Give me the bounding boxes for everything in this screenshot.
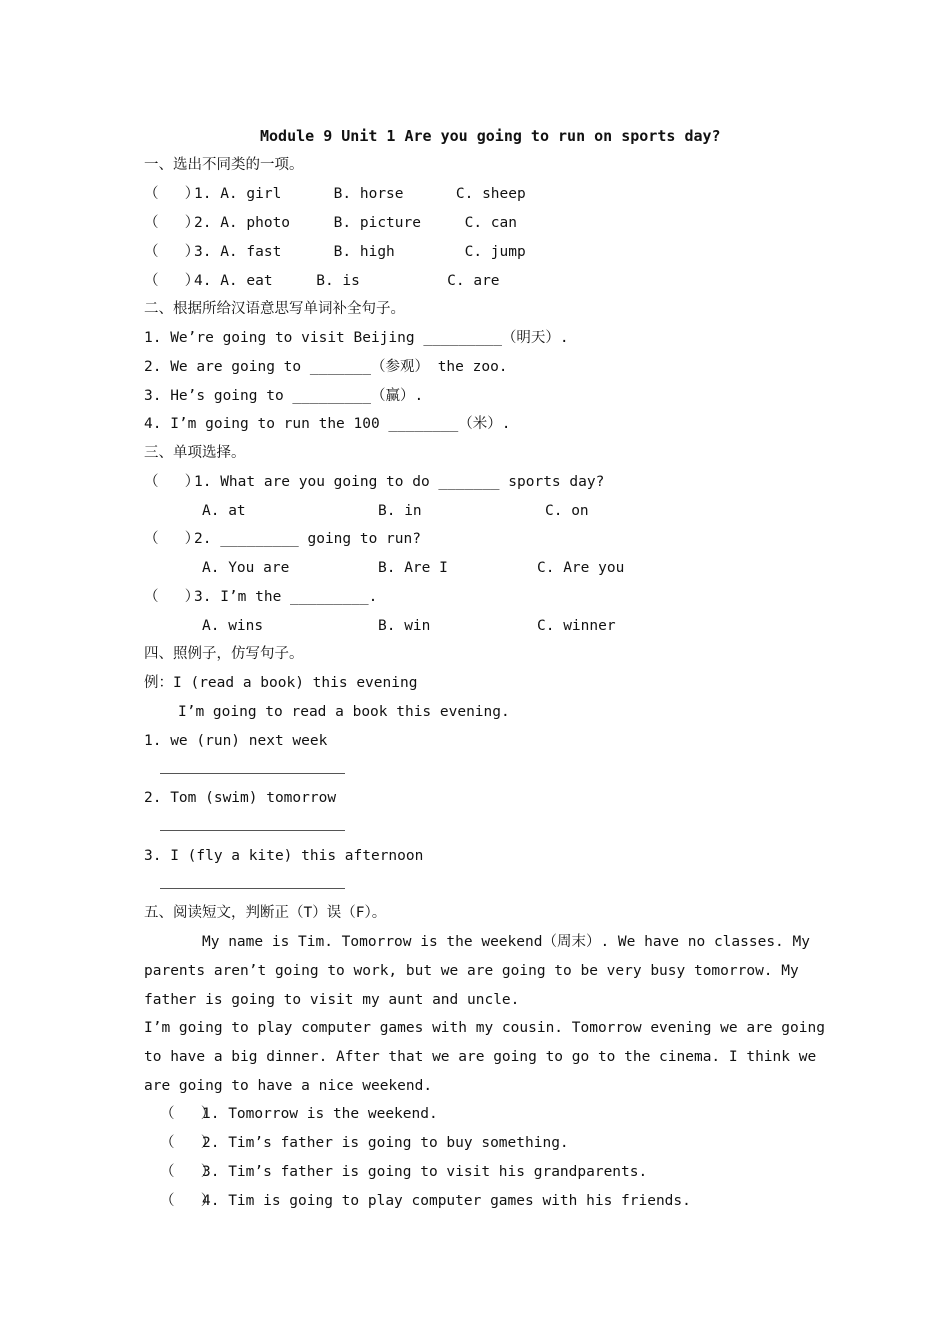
option-c: C. on	[545, 503, 589, 519]
passage-line: I’m going to play computer games with my cousin. Tomorrow evening we are going	[144, 1020, 825, 1036]
option-b: B. in	[378, 503, 422, 519]
passage-line: are going to have a nice weekend.	[144, 1078, 433, 1094]
true-false-item: 1. Tomorrow is the weekend.	[202, 1106, 438, 1122]
answer-paren[interactable]: （ ）	[144, 273, 200, 289]
passage-line: parents aren’t going to work, but we are going to be very busy tomorrow. My	[144, 963, 799, 979]
question-item: 3. I’m the _________.	[194, 589, 378, 605]
example-prompt: 例：I (read a book) this evening	[144, 675, 418, 691]
answer-line[interactable]	[160, 830, 345, 831]
answer-paren[interactable]: （ ）	[144, 186, 200, 202]
option-c: C. winner	[537, 618, 616, 634]
true-false-item: 4. Tim is going to play computer games with his friends.	[202, 1193, 691, 1209]
option-c: C. Are you	[537, 560, 625, 576]
rewrite-prompt: 2. Tom (swim) tomorrow	[144, 790, 337, 806]
option-a: A. wins	[202, 618, 264, 634]
answer-paren[interactable]: （ ）	[144, 531, 200, 547]
answer-paren[interactable]: （ ）	[144, 244, 200, 260]
option-a: A. You are	[202, 560, 290, 576]
section-heading-1: 一、选出不同类的一项。	[144, 157, 304, 173]
question-item: 3. A. fast B. high C. jump	[194, 244, 526, 260]
answer-paren[interactable]: （ ）	[160, 1135, 216, 1151]
fill-in-item: 4. I’m going to run the 100 ________（米）.	[144, 416, 511, 432]
passage-line: father is going to visit my aunt and uncle.	[144, 992, 520, 1008]
question-item: 1. A. girl B. horse C. sheep	[194, 186, 526, 202]
section-heading-5: 五、阅读短文，判断正（T）误（F）。	[144, 905, 387, 921]
section-heading-2: 二、根据所给汉语意思写单词补全句子。	[144, 301, 405, 317]
option-b: B. Are I	[378, 560, 448, 576]
fill-in-item: 3. He’s going to _________（赢）.	[144, 388, 424, 404]
answer-paren[interactable]: （ ）	[144, 474, 200, 490]
true-false-item: 3. Tim’s father is going to visit his grandparents.	[202, 1164, 648, 1180]
fill-in-item: 1. We’re going to visit Beijing _________（明天）.	[144, 330, 569, 346]
passage-line: to have a big dinner. After that we are going to go to the cinema. I think we	[144, 1049, 817, 1065]
question-item: 1. What are you going to do _______ sports day?	[194, 474, 605, 490]
option-a: A. at	[202, 503, 246, 519]
question-item: 2. _________ going to run?	[194, 531, 421, 547]
option-b: B. win	[378, 618, 431, 634]
example-answer: I’m going to read a book this evening.	[178, 704, 510, 720]
passage-line: My name is Tim. Tomorrow is the weekend（周末）. We have no classes. My	[202, 934, 810, 950]
answer-paren[interactable]: （ ）	[160, 1164, 216, 1180]
page-title: Module 9 Unit 1 Are you going to run on sports day?	[260, 127, 721, 145]
true-false-item: 2. Tim’s father is going to buy something.	[202, 1135, 569, 1151]
question-item: 2. A. photo B. picture C. can	[194, 215, 518, 231]
fill-in-item: 2. We are going to _______（参观） the zoo.	[144, 359, 508, 375]
answer-paren[interactable]: （ ）	[160, 1106, 216, 1122]
rewrite-prompt: 1. we (run) next week	[144, 733, 328, 749]
rewrite-prompt: 3. I (fly a kite) this afternoon	[144, 848, 424, 864]
section-heading-4: 四、照例子，仿写句子。	[144, 646, 304, 662]
section-heading-3: 三、单项选择。	[144, 445, 246, 461]
answer-paren[interactable]: （ ）	[144, 215, 200, 231]
answer-line[interactable]	[160, 888, 345, 889]
answer-line[interactable]	[160, 773, 345, 774]
answer-paren[interactable]: （ ）	[144, 589, 200, 605]
question-item: 4. A. eat B. is C. are	[194, 273, 500, 289]
answer-paren[interactable]: （ ）	[160, 1193, 216, 1209]
